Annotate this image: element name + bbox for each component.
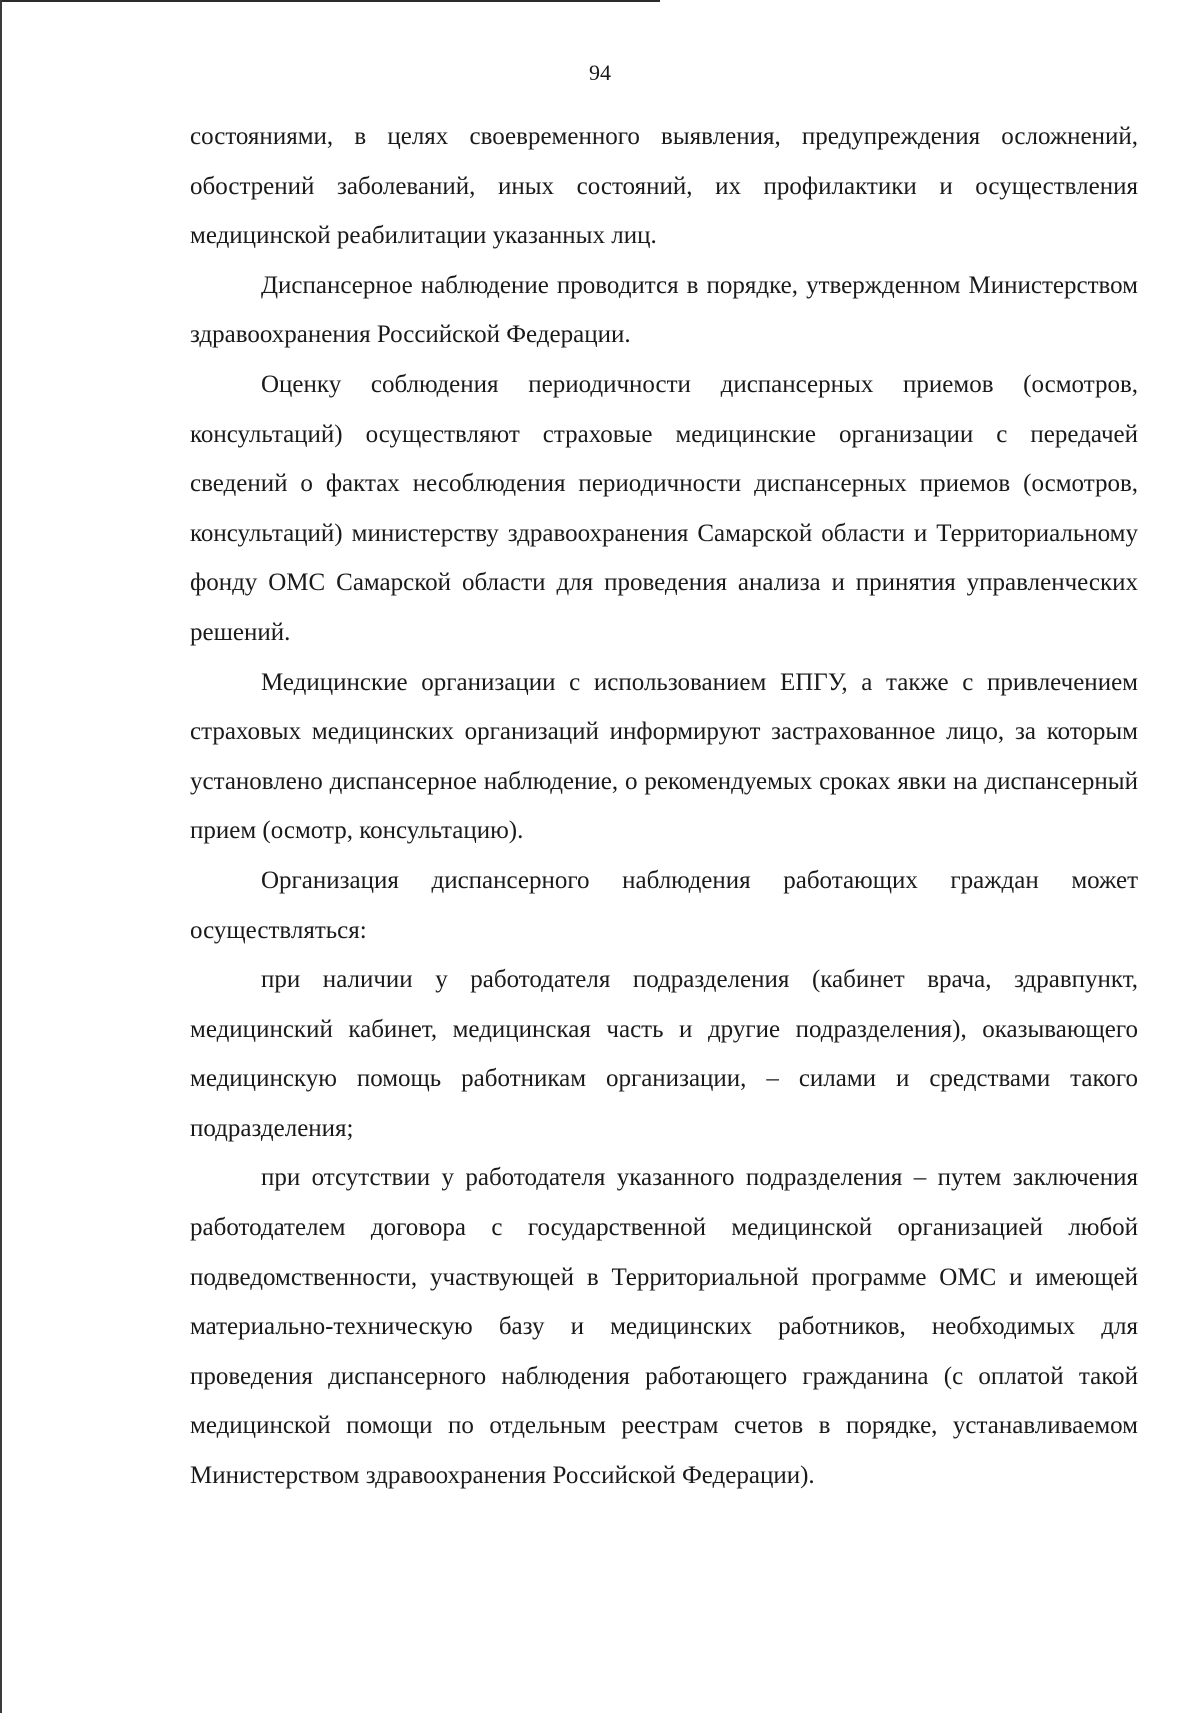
- document-body: [190, 112, 1138, 1501]
- paragraph-dispensary-observation-order: Диспансерное наблюдение проводится в порядке, утвержденном Министерством здравоохранения Российской Федерации.: [190, 271, 1138, 349]
- paragraph-patient-notification: Медицинские организации с использованием ЕПГУ, а также с привлечением страховых медицинских организаций информируют застрахованное лицо, за которым установлено диспансерное наблюдение, о рекомендуемых сроках явки на диспансерный прием (осмотр, консультацию).: [190, 668, 1138, 845]
- page-number: 94: [589, 60, 611, 85]
- paragraph-periodicity-assessment: Оценку соблюдения периодичности диспансерных приемов (осмотров, консультаций) осуществляют страховые медицинские организации с передачей сведений о фактах несоблюдения периодичности диспансерных приемов (осмотров, консультаций) министерству здравоохранения Самарской области и Территориальному фонду ОМС Самарской области для проведения анализа и принятия управленческих решений.: [190, 370, 1138, 646]
- list-item-employer-has-unit: при наличии у работодателя подразделения (кабинет врача, здравпункт, медицинский кабинет, медицинская часть и другие подразделения), оказывающего медицинскую помощь работникам организации, – силами и средствами такого подразделения;: [190, 966, 1138, 1142]
- paragraph-continuation: состояниями, в целях своевременного выявления, предупреждения осложнений, обострений заболеваний, иных состояний, их профилактики и осуществления медицинской реабилитации указанных лиц.: [190, 123, 1138, 250]
- paragraph-working-citizens-intro: Организация диспансерного наблюдения работающих граждан может осуществляться:: [190, 866, 1138, 944]
- scan-edge-left: [0, 0, 2, 1713]
- scan-edge-top: [0, 0, 660, 2]
- list-item-employer-no-unit: при отсутствии у работодателя указанного подразделения – путем заключения работодателем договора с государственной медицинской организацией любой подведомственности, участвующей в Территориальной программе ОМС и имеющей материально-техническую базу и медицинских работников, необходимых для проведения диспансерного наблюдения работающего гражданина (с оплатой такой медицинской помощи по отдельным реестрам счетов в порядке, устанавливаемом Министерством здравоохранения Российской Федерации).: [190, 1164, 1138, 1490]
